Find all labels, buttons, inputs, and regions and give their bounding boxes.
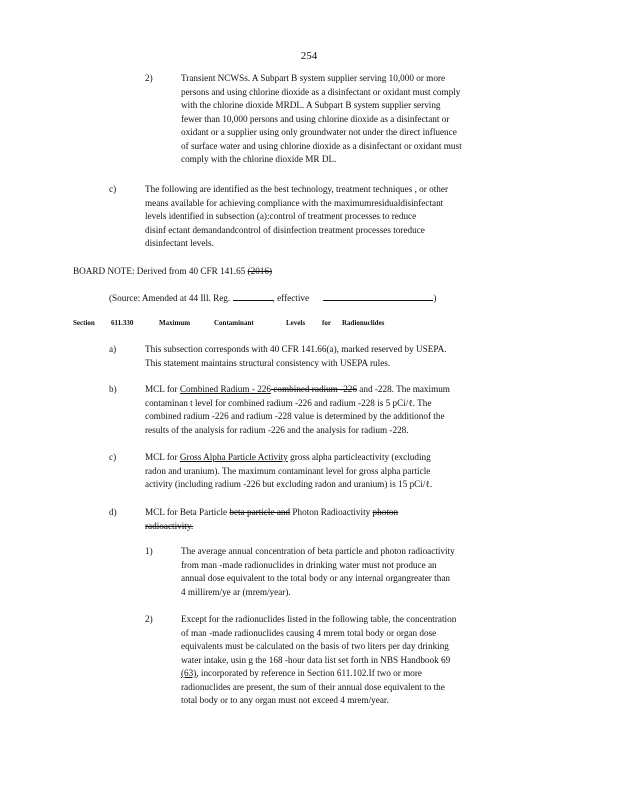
text-line: The following are identified as the best technology, treatment techniques , or other — [145, 184, 449, 194]
text-line: water intake, usin g the 168 -hour data list set forth in NBS Handbook 69 — [181, 654, 451, 665]
source-suffix: ) — [433, 293, 437, 303]
text-line: annual dose equivalent to the total body or any internal organgreater than — [181, 573, 450, 583]
text-line: Transient NCWSs. A Subpart B system supplier serving 10,000 or more — [181, 73, 446, 83]
section-title-word: Levels — [286, 319, 306, 327]
effective-date-blank — [323, 291, 433, 301]
text-line: radon and uranium). The maximum contaminant level for gross alpha particle — [145, 465, 431, 476]
text-line: disinfectant levels. — [145, 238, 214, 248]
source-middle: , effective — [272, 293, 310, 303]
section-label: Section — [73, 319, 95, 327]
section-title-word: Contaminant — [214, 319, 254, 327]
text-segment: MCL for Beta Particle — [145, 507, 230, 517]
paragraph-gross-alpha — [145, 451, 535, 492]
text-line: 4 millirem/ye ar (mrem/year). — [181, 586, 291, 597]
paragraph-best-technology — [145, 183, 535, 251]
list-label: 2) — [145, 73, 153, 83]
board-note-struck-year: (2016) — [247, 266, 273, 276]
text-line: fewer than 10,000 persons and using chlorine dioxide as a disinfectant or — [181, 113, 450, 124]
text-line: results of the analysis for radium -226 and the analysis for radium -228. — [145, 424, 409, 435]
text-line: combined radium -226 and radium -228 value is determined by the additionof the — [145, 411, 445, 421]
text-segment: and -228. The maximum — [356, 384, 450, 394]
paragraph-combined-radium — [145, 383, 535, 437]
text-line: oxidant or a supplier using only groundwater not under the direct influence — [181, 127, 457, 137]
section-title-word: for — [322, 319, 331, 327]
text-segment: Photon Radioactivity — [290, 507, 373, 517]
text-line: This subsection corresponds with 40 CFR 141.66(a), marked reserved by USEPA. — [145, 344, 447, 354]
deleted-text: combined radium -226 — [270, 384, 357, 394]
text-line: of surface water and using chlorine dioxide as a disinfectant or oxidant must — [181, 140, 462, 151]
list-label: c) — [109, 452, 117, 462]
text-line: radionuclides are present, the sum of their annual dose equivalent to the — [181, 681, 445, 692]
text-line: of man -made radionuclides causing 4 mrem total body or organ dose — [181, 627, 437, 638]
deleted-text: beta particle and — [229, 507, 291, 517]
inserted-text: (63) — [181, 668, 197, 678]
list-label: a) — [109, 344, 117, 354]
text-line: disinf ectant demandandcontrol of disinfection treatment processes toreduce — [145, 224, 425, 235]
text-segment: MCL for — [145, 452, 180, 462]
page-number: 254 — [300, 50, 318, 62]
list-label: 2) — [145, 614, 153, 624]
section-number: 611.330 — [111, 319, 134, 327]
text-line — [181, 667, 535, 681]
text-line: activity (including radium -226 but excluding radon and uranium) is 15 pCi/ℓ. — [145, 479, 433, 489]
list-label: 1) — [145, 546, 153, 556]
list-label: c) — [109, 184, 117, 194]
inserted-text: Combined Radium - 226 — [179, 384, 271, 394]
paragraph-radionuclide-table-exception — [181, 613, 535, 708]
text-line: equivalents must be calculated on the basis of two liters per day drinking — [181, 641, 449, 651]
list-label: d) — [109, 507, 117, 517]
text-segment: MCL for — [145, 384, 180, 394]
paragraph-transient-ncwss — [181, 72, 543, 167]
text-line: persons and using chlorine dioxide as a disinfectant or oxidant must comply — [181, 86, 461, 97]
deleted-text: photon — [372, 507, 399, 517]
paragraph-subsection-a — [145, 343, 535, 370]
paragraph-annual-concentration — [181, 545, 535, 599]
list-label: b) — [109, 384, 117, 394]
text-line: means available for achieving compliance with the maximumresidualdisinfectant — [145, 197, 444, 208]
text-line — [145, 383, 535, 397]
text-line: Except for the radionuclides listed in the following table, the concentration — [181, 614, 457, 624]
board-note — [73, 265, 272, 279]
source-note — [109, 291, 436, 306]
text-line: with the chlorine dioxide MRDL. A Subpart B system supplier serving — [181, 100, 441, 110]
text-line — [145, 451, 535, 465]
reg-blank — [233, 291, 273, 301]
paragraph-beta-particle — [145, 506, 535, 533]
text-line: from man -made radionuclides in drinking water must not produce an — [181, 559, 437, 570]
section-title-word: Radionuclides — [342, 319, 385, 327]
text-line: comply with the chlorine dioxide MR DL. — [181, 154, 337, 164]
deleted-text: radioactivity. — [145, 520, 194, 531]
text-segment: , incorporated by reference in Section 611.102.If two or more — [196, 668, 423, 678]
text-line — [145, 506, 535, 520]
text-line: The average annual concentration of beta particle and photon radioactivity — [181, 546, 455, 556]
section-title-word: Maximum — [159, 319, 191, 327]
text-line: levels identified in subsection (a):control of treatment processes to reduce — [145, 211, 417, 221]
text-line: contaminan t level for combined radium -226 and radium -228 is 5 pCi/ℓ. The — [145, 397, 432, 408]
text-line: This statement maintains structural consistency with USEPA rules. — [145, 357, 391, 368]
source-prefix: (Source: Amended at 44 Ill. Reg. — [109, 293, 231, 303]
text-segment: gross alpha particleactivity (excluding — [287, 452, 431, 462]
text-line: total body or to any organ must not exceed 4 mrem/year. — [181, 695, 389, 705]
board-note-text: BOARD NOTE: Derived from 40 CFR 141.65 — [73, 266, 248, 276]
inserted-text: Gross Alpha Particle Activity — [179, 452, 288, 462]
